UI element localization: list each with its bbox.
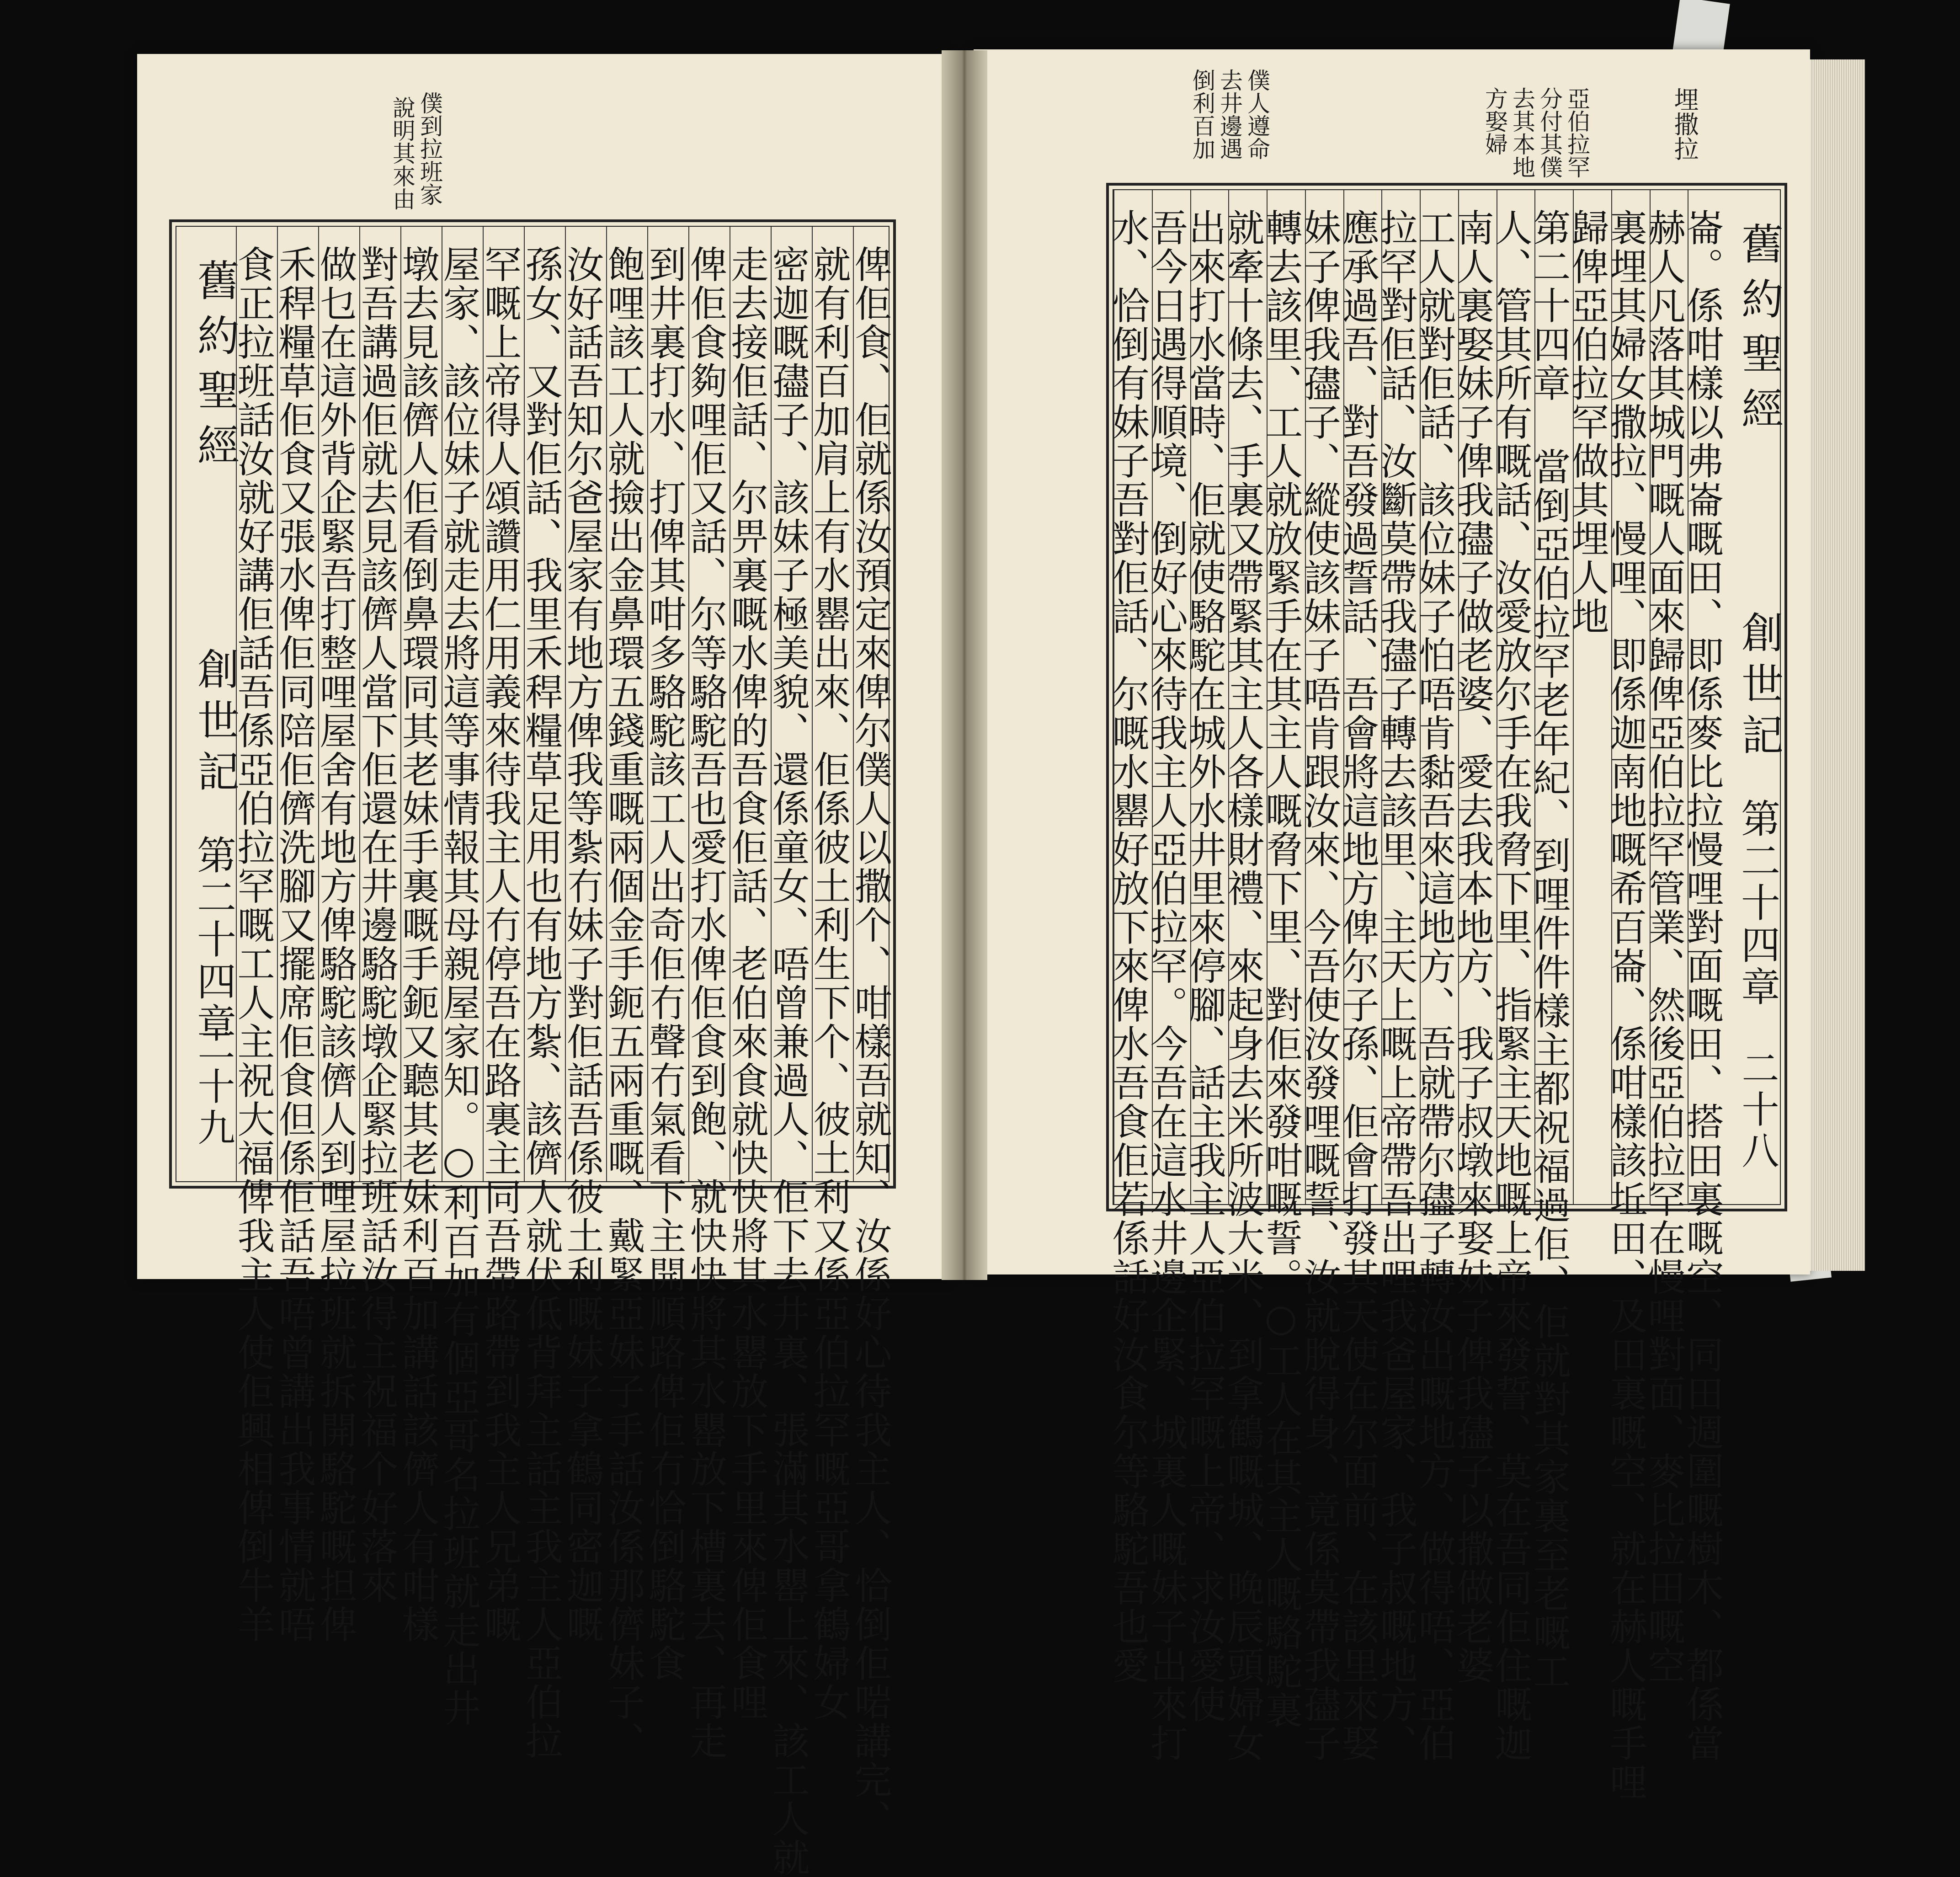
left-running-head: [176, 227, 240, 1181]
book-name: 創世記: [1735, 611, 1784, 764]
text-column: 做乜在這外背企緊吾打整哩屋舍有地方俾駱駝該儕人到哩屋拉班就拆開駱駝嘅担俾: [318, 227, 360, 1181]
text-column: 罕嘅上帝得人頌讚用仁用義來待我主人冇停吾在路裏主同吾帶路帶到我主人兄弟嘅: [483, 227, 525, 1181]
right-running-head: [1720, 190, 1784, 1204]
text-column: 墩去見該儕人佢看倒鼻環同其老妹手裏嘅手鈪又聽其老妹利百加講話該儕人有咁樣: [400, 227, 442, 1181]
text-column: 就有利百加肩上有水罌出來、佢係彼土利生下个、彼土利又係亞伯拉罕嘅亞哥拿鶴婦女: [812, 227, 854, 1181]
chapter-label: 第二十四章: [190, 835, 236, 1045]
text-column: 孫女、又對佢話、我里禾稈糧草足用也有地方紮、該儕人就伏低背拜主話主我主人亞伯拉: [524, 227, 566, 1181]
text-column: 歸俾亞伯拉罕做其埋人地: [1573, 190, 1612, 1204]
text-column: 到井裏打水、打俾其咁多駱駝該工人出奇佢冇聲冇氣看下主開順路俾佢冇恰倒駱駝食: [647, 227, 689, 1181]
text-column: 妹子俾我孻子、縱使該妹子唔肯跟汝來、今吾使汝發哩嘅誓、汝就脫得身、竟係莫帶我孻子: [1305, 190, 1344, 1204]
text-column: 崙。係咁樣以弗崙嘅田、即係麥比拉慢哩對面嘅田、搭田裏嘅空、同田週圍嘅樹木、都係當: [1688, 190, 1727, 1204]
text-column: 對吾講過佢就去見該儕人當下佢還在井邊駱駝墩企緊拉班話汝得主祝福个好落來: [359, 227, 401, 1181]
text-column: 出來打水當時、佢就使駱駝在城外水井里來停腳、話主我主人亞伯拉罕嘅上帝、求汝愛使: [1190, 190, 1230, 1204]
text-column: 水、恰倒有妹子吾對佢話、尔嘅水罌好放下來俾水吾食佢若係話好汝食尔等駱駝吾也愛: [1113, 190, 1153, 1204]
running-title: 舊約聖經: [191, 259, 240, 478]
text-column: 食正拉班話汝就好講佢話吾係亞伯拉罕嘅工人主祝大福俾我主人使佢興相俾倒牛羊: [236, 227, 278, 1181]
text-column: 就牽十條去、手裏又帶緊其主人各樣財禮、來起身去米所波大米、到拿鶴嘅城、晚辰頭婦女: [1228, 190, 1268, 1204]
page-edges: [1810, 59, 1865, 1271]
page-number: 二十八: [1736, 1049, 1779, 1172]
text-column: 飽哩該工人就撿出金鼻環五錢重嘅兩個金手鈪五兩重嘅、戴緊亞妹子手話汝係那儕妹子、: [606, 227, 648, 1181]
text-column: 密迦嘅孻子、該妹子極美貌、還係童女、唔曾兼過人、佢下去井裏、張滿其水罌上來、該工人就: [771, 227, 813, 1181]
text-column: 赫人凡落其城門嘅人面來歸俾亞伯拉罕管業、然後亞伯拉罕在慢哩對面、麥比拉田嘅空: [1650, 190, 1689, 1204]
chapter-label: 第二十四章: [1734, 798, 1780, 1008]
right-text-frame: [1106, 183, 1787, 1802]
text-column: 轉去該里、工人就放緊手在其主人嘅脅下里、對佢來發咁嘅誓。○工人在其主人嘅駱駝裏: [1267, 190, 1306, 1204]
book-gutter: [942, 50, 987, 1280]
text-column: 第二十四章 當倒亞伯拉罕老年紀、到哩件件樣主都祝福過佢、佢就對其家裏至老嘅工: [1534, 190, 1574, 1204]
text-column: 拉罕對佢話、汝斷莫帶我孻子轉去該里、主天上嘅上帝帶吾出哩我爸屋家、我子叔嘅地方、: [1381, 190, 1421, 1204]
left-text-frame: [169, 219, 896, 1877]
running-title: 舊約聖經: [1735, 222, 1784, 442]
text-column: 俾佢食、佢就係汝預定來俾尔僕人以撒个、咁樣吾就知、汝係好心待我主人、恰倒佢啱講完、: [853, 227, 895, 1181]
margin-note: 僕人遵命去井邊遇倒利百加: [1189, 69, 1270, 160]
margin-note: 僕到拉班家: [416, 91, 443, 206]
text-column: 禾稈糧草佢食又張水俾佢同陪佢儕洗腳又擺席佢食但係佢話吾唔曾講出我事情就唔: [277, 227, 319, 1181]
text-column: 吾今日遇得順境、倒好心來待我主人亞伯拉罕。今吾在這水井邊企緊、城裏人嘅妹子出來打: [1152, 190, 1191, 1204]
text-column: 裏埋其婦女撒拉、慢哩、即係迦南地嘅希百崙、係咁樣該坵田、及田裏嘅空、就在赫人嘅手哩: [1611, 190, 1651, 1204]
text-column: 俾佢食夠哩佢又話、尔等駱駝吾也愛打水俾佢食到飽、就快快將其水罌放下槽裏去、再走: [688, 227, 730, 1181]
text-column: 人、管其所有嘅話、汝愛放尔手在我脅下里、指緊主天地嘅上帝來發誓、莫在吾同佢住嘅迦: [1497, 190, 1536, 1204]
text-column: 屋家、該位妹子就走去將這等事情報其母親屋家知。○利百加有個亞哥名拉班就走出井: [442, 227, 484, 1181]
book-name: 創世記: [191, 647, 240, 801]
text-column: 工人就對佢話、該位妹子怕唔肯黏吾來這地方、吾就帶尔孻子轉汝出嘅地方、做得唔、亞伯: [1420, 190, 1459, 1204]
page-number: 二十九: [192, 1026, 235, 1149]
margin-note: 埋撒拉: [1670, 87, 1699, 161]
text-column: 走去接佢話、尔畀裏嘅水俾的吾食佢話、老伯來食就快快將其水罌放下手里來俾佢食哩: [730, 227, 772, 1181]
text-column: 南人裏娶妹子俾我孻子做老婆、愛去我本地方、我子叔墩來娶妹子俾我孻子以撒做老婆: [1458, 190, 1497, 1204]
text-column: 汝好話吾知尔爸屋家有地方俾我等紮冇妹子對佢話吾係彼土利嘅妹子拿鶴同密迦嘅: [565, 227, 607, 1181]
margin-note: 說明其來由: [389, 96, 415, 210]
margin-note: 亞伯拉罕分付其僕去其本地方娶婦: [1481, 87, 1590, 178]
text-column: 應承過吾、對吾發過誓話、吾會將這地方俾尔子孫、佢會打發其天使在尔面前、在該里來娶: [1343, 190, 1383, 1204]
